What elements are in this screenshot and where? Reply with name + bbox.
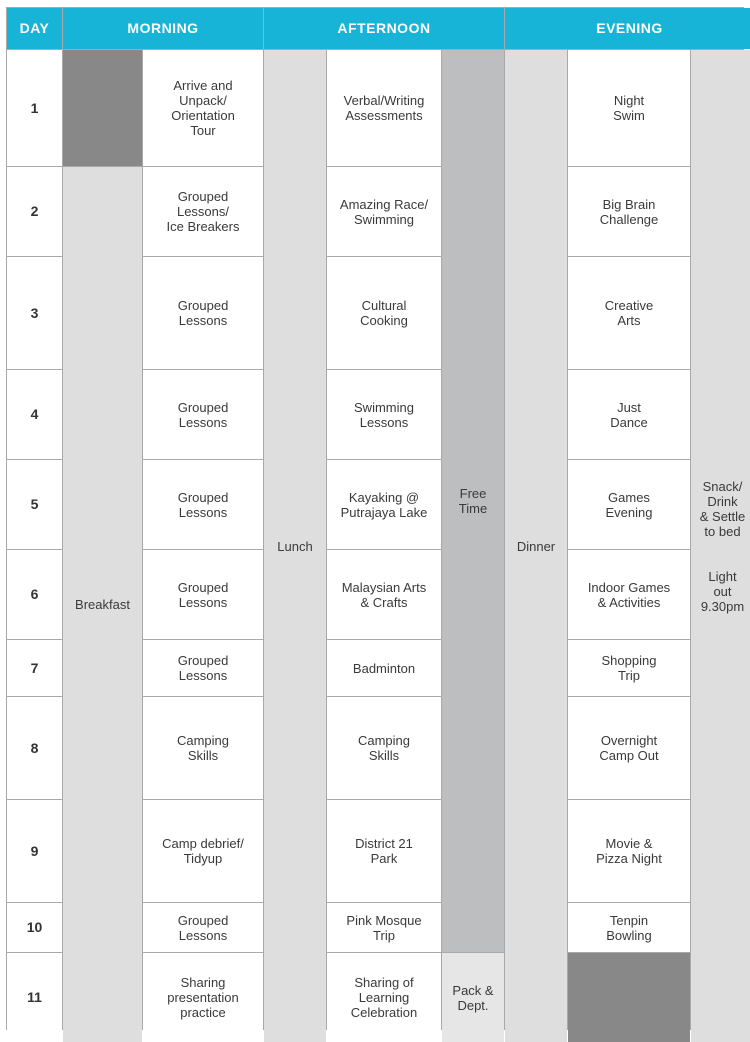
- day-number: 5: [7, 460, 62, 549]
- lunch-cell: Lunch: [264, 50, 326, 1042]
- pack-departure-cell: Pack & Dept.: [442, 953, 504, 1042]
- day-number: 7: [7, 640, 62, 696]
- evening-activity: Indoor Games & Activities: [568, 550, 690, 639]
- afternoon-activity: Kayaking @ Putrajaya Lake: [327, 460, 441, 549]
- evening-activity: Creative Arts: [568, 257, 690, 369]
- morning-activity: Grouped Lessons: [143, 460, 263, 549]
- header-afternoon: AFTERNOON: [264, 8, 504, 49]
- blank-cell: [63, 50, 142, 166]
- evening-activity: Big Brain Challenge: [568, 167, 690, 256]
- afternoon-activity: Swimming Lessons: [327, 370, 441, 459]
- day-number: 2: [7, 167, 62, 256]
- afternoon-activity: District 21 Park: [327, 800, 441, 902]
- afternoon-activity: Cultural Cooking: [327, 257, 441, 369]
- evening-activity: Just Dance: [568, 370, 690, 459]
- afternoon-activity: Amazing Race/ Swimming: [327, 167, 441, 256]
- morning-activity: Grouped Lessons: [143, 257, 263, 369]
- evening-activity: Shopping Trip: [568, 640, 690, 696]
- header-morning: MORNING: [63, 8, 263, 49]
- morning-activity: Grouped Lessons: [143, 640, 263, 696]
- dinner-cell: Dinner: [505, 50, 567, 1042]
- day-number: 8: [7, 697, 62, 799]
- evening-activity: Tenpin Bowling: [568, 903, 690, 952]
- schedule-table: [6, 7, 744, 1030]
- morning-activity: Camp debrief/ Tidyup: [143, 800, 263, 902]
- morning-activity: Grouped Lessons: [143, 370, 263, 459]
- morning-activity: Camping Skills: [143, 697, 263, 799]
- afternoon-activity: Badminton: [327, 640, 441, 696]
- header-day: DAY: [7, 8, 62, 49]
- day-number: 6: [7, 550, 62, 639]
- afternoon-activity: Pink Mosque Trip: [327, 903, 441, 952]
- afternoon-activity: Malaysian Arts & Crafts: [327, 550, 441, 639]
- evening-activity: Overnight Camp Out: [568, 697, 690, 799]
- morning-activity: Arrive and Unpack/ Orientation Tour: [143, 50, 263, 166]
- breakfast-cell: Breakfast: [63, 167, 142, 1042]
- free-time-cell: Free Time: [442, 50, 504, 952]
- blank-cell: [568, 953, 690, 1042]
- header-evening: EVENING: [505, 8, 750, 49]
- day-number: 11: [7, 953, 62, 1042]
- bedtime-cell: Snack/ Drink & Settle to bed Light out 9.30pm: [691, 50, 750, 1042]
- evening-activity: Games Evening: [568, 460, 690, 549]
- day-number: 3: [7, 257, 62, 369]
- evening-activity: Movie & Pizza Night: [568, 800, 690, 902]
- afternoon-activity: Verbal/Writing Assessments: [327, 50, 441, 166]
- day-number: 4: [7, 370, 62, 459]
- morning-activity: Sharing presentation practice: [143, 953, 263, 1042]
- morning-activity: Grouped Lessons: [143, 903, 263, 952]
- evening-activity: Night Swim: [568, 50, 690, 166]
- afternoon-activity: Camping Skills: [327, 697, 441, 799]
- morning-activity: Grouped Lessons/ Ice Breakers: [143, 167, 263, 256]
- day-number: 1: [7, 50, 62, 166]
- day-number: 10: [7, 903, 62, 952]
- day-number: 9: [7, 800, 62, 902]
- afternoon-activity: Sharing of Learning Celebration: [327, 953, 441, 1042]
- morning-activity: Grouped Lessons: [143, 550, 263, 639]
